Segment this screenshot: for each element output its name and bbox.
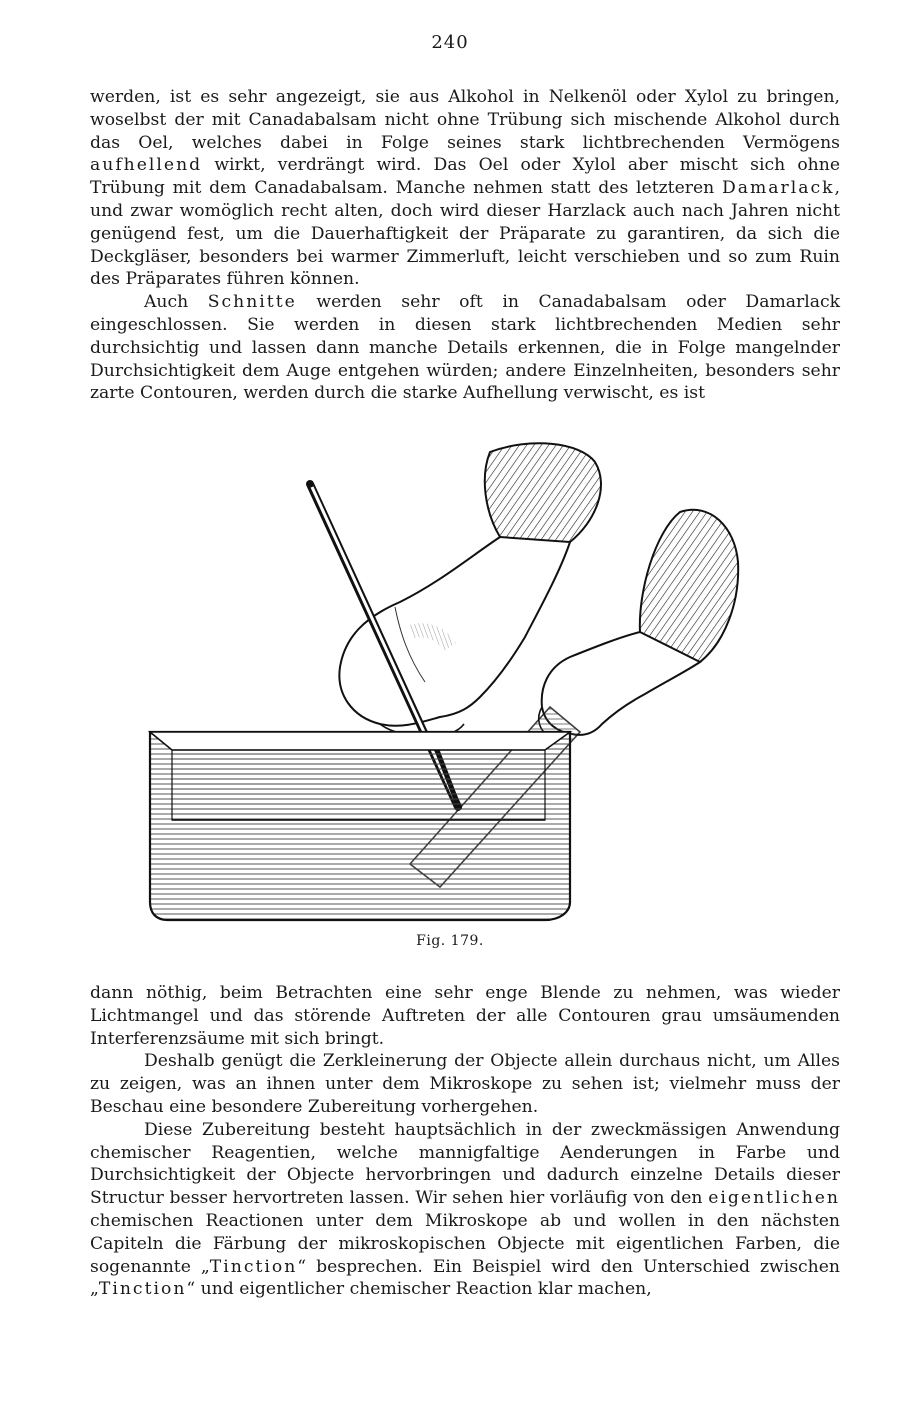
text-run: dann nöthig, beim Betrachten eine sehr enge Blende zu nehmen, was wieder Lichtmangel und das störende Auftreten der alle Contouren grau umsäumenden Interferenzsäume mit sich bringt. — [90, 983, 840, 1049]
text-run: Auch — [144, 292, 208, 313]
emphasis-run: Tinction — [98, 1279, 187, 1300]
paragraph — [90, 1119, 840, 1301]
emphasis-run: Damarlack — [721, 178, 835, 199]
emphasis-run: aufhellend — [90, 155, 203, 176]
text-run: wirkt, verdrängt wird. Das Oel oder Xylol aber mischt sich ohne Trübung mit dem Canadabalsam. Manche nehmen statt des letzteren — [90, 155, 840, 199]
left-sleeve — [485, 443, 601, 551]
figure-caption: Fig. 179. — [416, 933, 484, 949]
text-run: chemischen Reactionen unter dem Mikroskope ab und wollen in den nächsten Capiteln die Färbung der mikroskopischen Objecte mit eigentlichen Farben, die sogenannte „ — [90, 1210, 840, 1277]
text-block-top — [90, 86, 840, 405]
paragraph — [90, 982, 840, 1050]
paragraph — [90, 86, 840, 291]
text-block-bottom — [90, 982, 840, 1301]
emphasis-run: Tinction — [209, 1256, 298, 1277]
paragraph — [90, 291, 840, 405]
paragraph — [90, 1050, 840, 1118]
text-run: Diese Zubereitung besteht hauptsächlich in der zweckmässigen Anwendung chemischer Reagentien, welche mannigfaltige Aenderungen in Farbe und Durchsichtigkeit der Objecte hervorbringen und dadurch einzelne Details dieser Structur besser hervortreten lassen. Wir sehen hier vorläufig von den — [90, 1119, 840, 1209]
text-run: Deshalb genügt die Zerkleinerung der Objecte allein durchaus nicht, um Alles zu zeigen, was an ihnen unter dem Mikroskope zu sehen ist; vielmehr muss der Beschau eine besondere Zubereitung vorhergehen. — [90, 1051, 840, 1117]
engraving-illustration — [140, 432, 740, 932]
emphasis-run: eigentlichen — [708, 1188, 840, 1209]
page-number: 240 — [431, 32, 469, 53]
emphasis-run: Schnitte — [207, 292, 297, 313]
text-run: , und zwar womöglich recht alten, doch wird dieser Harzlack auch nach Jahren nicht genügend fest, um die Dauerhaftigkeit der Präparate zu garantiren, da sich die Deckgläser, besonders bei warmer Zimmerluft, leicht verschieben und so zum Ruin des Präparates führen können. — [90, 178, 840, 290]
figure-hands-slide-dish — [140, 432, 740, 932]
text-run: werden, ist es sehr angezeigt, sie aus Alkohol in Nelkenöl oder Xylol zu bringen, woselbst der mit Canadabalsam nicht ohne Trübung sich mischende Alkohol durch das Oel, welches dabei in Folge seines stark lichtbrechenden Vermögens — [90, 87, 840, 153]
text-run: “ und eigentlicher chemischer Reaction klar machen, — [186, 1279, 652, 1300]
text-run: “ besprechen. Ein Beispiel wird den Unterschied zwischen „ — [90, 1256, 840, 1300]
text-run: werden sehr oft in Canadabalsam oder Damarlack eingeschlossen. Sie werden in diesen stark lichtbrechenden Medien sehr durchsichtig und lassen dann manche Details erkennen, die in Folge mangelnder Durchsichtigkeit dem Auge entgehen würden; andere Einzelnheiten, besonders sehr zarte Contouren, werden durch die starke Aufhellung verwischt, es ist — [90, 292, 840, 404]
